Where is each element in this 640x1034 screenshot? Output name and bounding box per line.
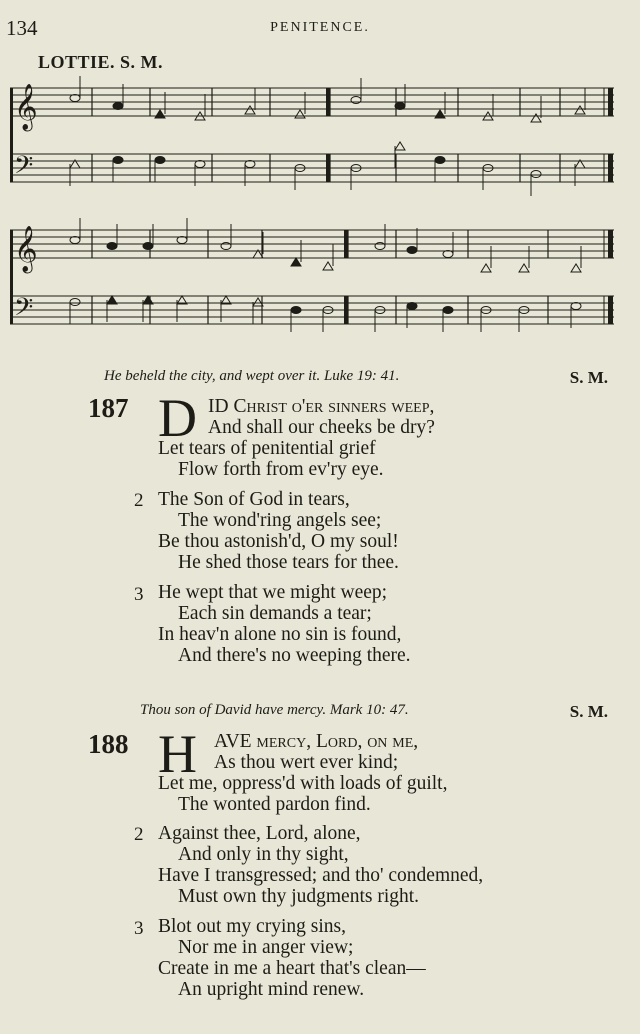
note-head <box>481 264 491 272</box>
note-head <box>245 161 255 168</box>
music-score <box>0 70 640 350</box>
hymn-187-meter: S. M. <box>569 368 608 387</box>
hymn-188-line: Have I transgressed; and tho' condemned, <box>158 865 484 886</box>
double-barline <box>344 296 348 324</box>
hymn-187-line: The wond'ring angels see; <box>178 510 382 531</box>
double-barline <box>344 230 348 258</box>
hymn-188-line: The wonted pardon find. <box>178 794 371 815</box>
note-head <box>435 157 445 164</box>
note-head <box>295 110 305 118</box>
hymn-187-caption: He beheld the city, and wept over it. Luke 19: 41. <box>104 368 400 384</box>
note-head <box>177 237 187 244</box>
hymn-187-line: Each sin demands a tear; <box>178 603 372 624</box>
hymn-187-line: Flow forth from ev'ry eye. <box>178 459 384 480</box>
hymn-187-line: He wept that we might weep; <box>158 582 388 603</box>
note-head <box>155 110 165 118</box>
note-head <box>575 106 585 114</box>
hymn-187-line: The Son of God in tears, <box>158 489 350 510</box>
final-barline <box>608 296 613 324</box>
clef-icon: 𝄢 <box>14 293 34 328</box>
clef-icon: 𝄞 <box>14 84 38 130</box>
hymn-188-line: An upright mind renew. <box>178 979 365 1000</box>
hymn-188-line: AVE mercy, Lord, on me, <box>214 731 419 752</box>
note-head <box>323 262 333 270</box>
hymn-187-number: 187 <box>88 393 129 423</box>
note-head <box>245 106 255 114</box>
hymn-187-line: And there's no weeping there. <box>178 645 411 666</box>
final-barline <box>608 88 613 116</box>
note-head <box>107 296 117 304</box>
hymn-188-line: Create in me a heart that's clean— <box>158 958 426 979</box>
hymn-188-line: As thou wert ever kind; <box>214 752 399 773</box>
clef-icon: 𝄞 <box>14 226 38 272</box>
hymn-188-line: Blot out my crying sins, <box>158 916 346 937</box>
hymn-187-line: In heav'n alone no sin is found, <box>158 624 402 645</box>
note-head <box>113 103 123 110</box>
note-head <box>291 307 301 314</box>
double-barline <box>326 154 330 182</box>
hymn-188-dropcap: H <box>158 724 197 784</box>
stanza-number: 2 <box>134 824 144 845</box>
hymn-188-line: Must own thy judgments right. <box>178 886 420 907</box>
page-number: 134 <box>6 16 38 40</box>
note-head <box>113 157 123 164</box>
note-head <box>571 303 581 310</box>
hymn-187-line: He shed those tears for thee. <box>178 552 399 573</box>
stanza-number: 3 <box>134 584 144 605</box>
note-head <box>143 243 153 250</box>
note-head <box>531 114 541 122</box>
double-barline <box>326 88 330 116</box>
stanza-number: 2 <box>134 490 144 511</box>
note-head <box>571 264 581 272</box>
note-head <box>143 296 153 304</box>
note-head <box>70 95 80 102</box>
hymn-188-caption: Thou son of David have mercy. Mark 10: 47. <box>140 702 409 718</box>
hymn-188-line: Nor me in anger view; <box>178 937 354 958</box>
note-head <box>519 264 529 272</box>
note-head <box>407 247 417 254</box>
clef-icon: 𝄢 <box>14 151 34 186</box>
note-head <box>395 103 405 110</box>
note-head <box>70 299 80 306</box>
note-head <box>291 258 301 266</box>
note-head <box>407 303 417 310</box>
hymn-188-line: Against thee, Lord, alone, <box>158 823 361 844</box>
final-barline <box>608 230 613 258</box>
hymn-187-dropcap: D <box>158 388 197 448</box>
hymn-187-line: And shall our cheeks be dry? <box>208 417 435 438</box>
note-head <box>70 237 80 244</box>
final-barline <box>608 154 613 182</box>
hymn-188-line: And only in thy sight, <box>178 844 349 865</box>
hymn-187-line: Let tears of penitential grief <box>158 438 376 459</box>
note-head <box>395 142 405 150</box>
note-head <box>155 157 165 164</box>
hymn-187-line: Be thou astonish'd, O my soul! <box>158 531 399 552</box>
hymn-188-number: 188 <box>88 729 129 759</box>
note-head <box>195 161 205 168</box>
hymn-188-line: Let me, oppress'd with loads of guilt, <box>158 773 448 794</box>
hymn-188-meter: S. M. <box>569 702 608 721</box>
note-head <box>443 307 453 314</box>
stanza-number: 3 <box>134 918 144 939</box>
tune-name: LOTTIE. S. M. <box>38 52 164 72</box>
running-title: PENITENCE. <box>270 20 370 35</box>
note-head <box>443 251 453 258</box>
hymn-187-line: ID Christ o'er sinners weep, <box>208 396 435 417</box>
note-head <box>531 171 541 178</box>
note-head <box>107 243 117 250</box>
note-head <box>435 110 445 118</box>
